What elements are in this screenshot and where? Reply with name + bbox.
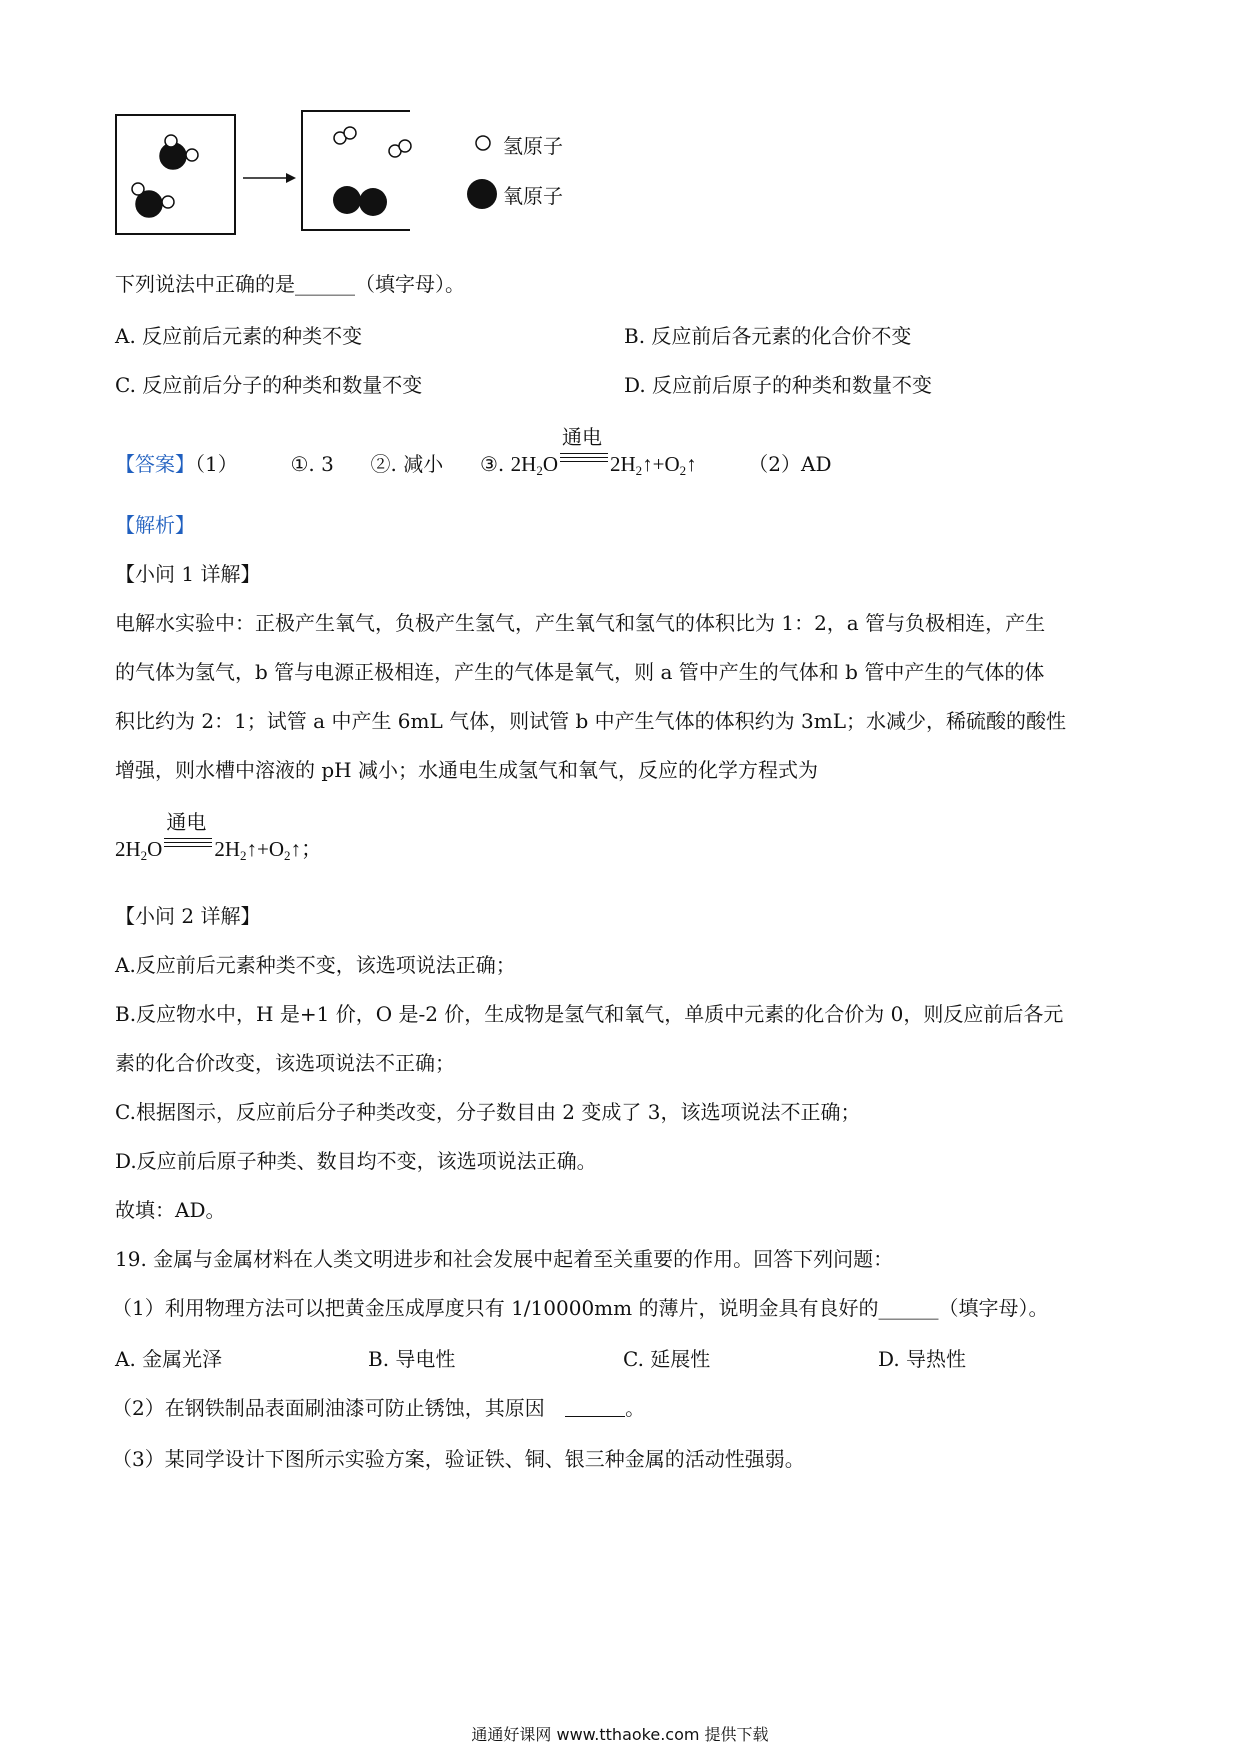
legend-oxygen-icon [466,178,498,210]
q19-part3: （3）某同学设计下图所示实验方案，验证铁、铜、银三种金属的活动性强弱。 [112,1447,805,1471]
q18-option-c: C. 反应前后分子的种类和数量不变 [115,373,423,397]
answer-part1: （1） [195,452,238,476]
analysis-b-line1: B.反应物水中，H 是+1 价，O 是-2 价，生成物是氢气和氧气，单质中元素的化合价为 0，则反应前后各元 [115,1002,1064,1026]
answer-part2: （2）AD [748,452,832,476]
answer-3: ③. [479,452,505,476]
arrow-head [286,173,296,183]
analysis-p1-line4: 增强，则水槽中溶液的 pH 减小；水通电生成氢气和氧气，反应的化学方程式为 [115,758,818,782]
reaction-condition: 通电 [162,828,214,856]
answer-tag: 【答案】 [115,452,195,476]
analysis-conclusion: 故填：AD。 [115,1198,226,1222]
analysis-tag: 【解析】 [115,513,195,537]
answer-line [115,425,832,479]
analysis-sub1-heading: 【小问 1 详解】 [115,562,261,586]
answer-2: ②. 减小 [370,452,444,476]
q19-option-b: B. 导电性 [368,1347,456,1371]
analysis-p1-line1: 电解水实验中：正极产生氧气，负极产生氢气，产生氧气和氢气的体积比为 1：2，a 管与负极相连，产生 [115,611,1046,635]
q19-option-d: D. 导热性 [878,1347,967,1371]
q19-part1: （1）利用物理方法可以把黄金压成厚度只有 1/10000mm 的薄片，说明金具有良好的______（填字母）。 [112,1296,1049,1320]
q19-option-a: A. 金属光泽 [115,1347,223,1371]
reactant-box [116,115,235,234]
legend-hydrogen-label: 氢原子 [503,134,563,158]
answer-1: ①. 3 [290,452,334,476]
product-molecules [300,108,430,228]
q19-part2: （2）在钢铁制品表面刷油漆可防止锈蚀，其原因 。 [112,1396,646,1420]
reaction-condition: 通电 [558,443,610,471]
q18-option-a: A. 反应前后元素的种类不变 [115,324,363,348]
analysis-c-line: C.根据图示，反应前后分子种类改变，分子数目由 2 变成了 3，该选项说法不正确； [115,1100,861,1124]
page-footer: 通通好课网 www.tthaoke.com 提供下载 [471,1725,769,1744]
analysis-sub2-heading: 【小问 2 详解】 [115,904,261,928]
equation-answer: $2H_2O$ 通电 $2H_2↑+O_2↑$ [510,425,697,478]
hydrogen-molecule [389,140,411,157]
q19-stem: 19. 金属与金属材料在人类文明进步和社会发展中起着至关重要的作用。回答下列问题： [115,1247,894,1271]
legend-oxygen-label: 氧原子 [503,184,563,208]
analysis-a-line: A.反应前后元素种类不变，该选项说法正确； [115,953,516,977]
analysis-d-line: D.反应前后原子种类、数目均不变，该选项说法正确。 [115,1149,597,1173]
q19-option-c: C. 延展性 [623,1347,711,1371]
q18-option-d: D. 反应前后原子的种类和数量不变 [624,373,933,397]
q18-option-b: B. 反应前后各元素的化合价不变 [624,324,912,348]
hydrogen-molecule [334,127,356,144]
legend-hydrogen-icon [474,134,492,152]
analysis-b-line2: 素的化合价改变，该选项说法不正确； [115,1051,455,1075]
equation-analysis: $2H_2O$ 通电 $2H_2↑+O_2↑$； [115,810,323,863]
analysis-p1-line2: 的气体为氢气，b 管与电源正极相连，产生的气体是氧气，则 a 管中产生的气体和 b 管中产生的气体的体 [115,660,1045,684]
q18-stem: 下列说法中正确的是______（填字母）。 [115,272,465,296]
water-molecule [132,183,174,217]
oxygen-molecule [333,186,387,216]
analysis-p1-line3: 积比约为 2：1；试管 a 中产生 6mL 气体，则试管 b 中产生气体的体积约为 3mL；水减少，稀硫酸的酸性 [115,709,1066,733]
water-molecule [160,135,198,169]
answer-blank [565,1398,625,1417]
